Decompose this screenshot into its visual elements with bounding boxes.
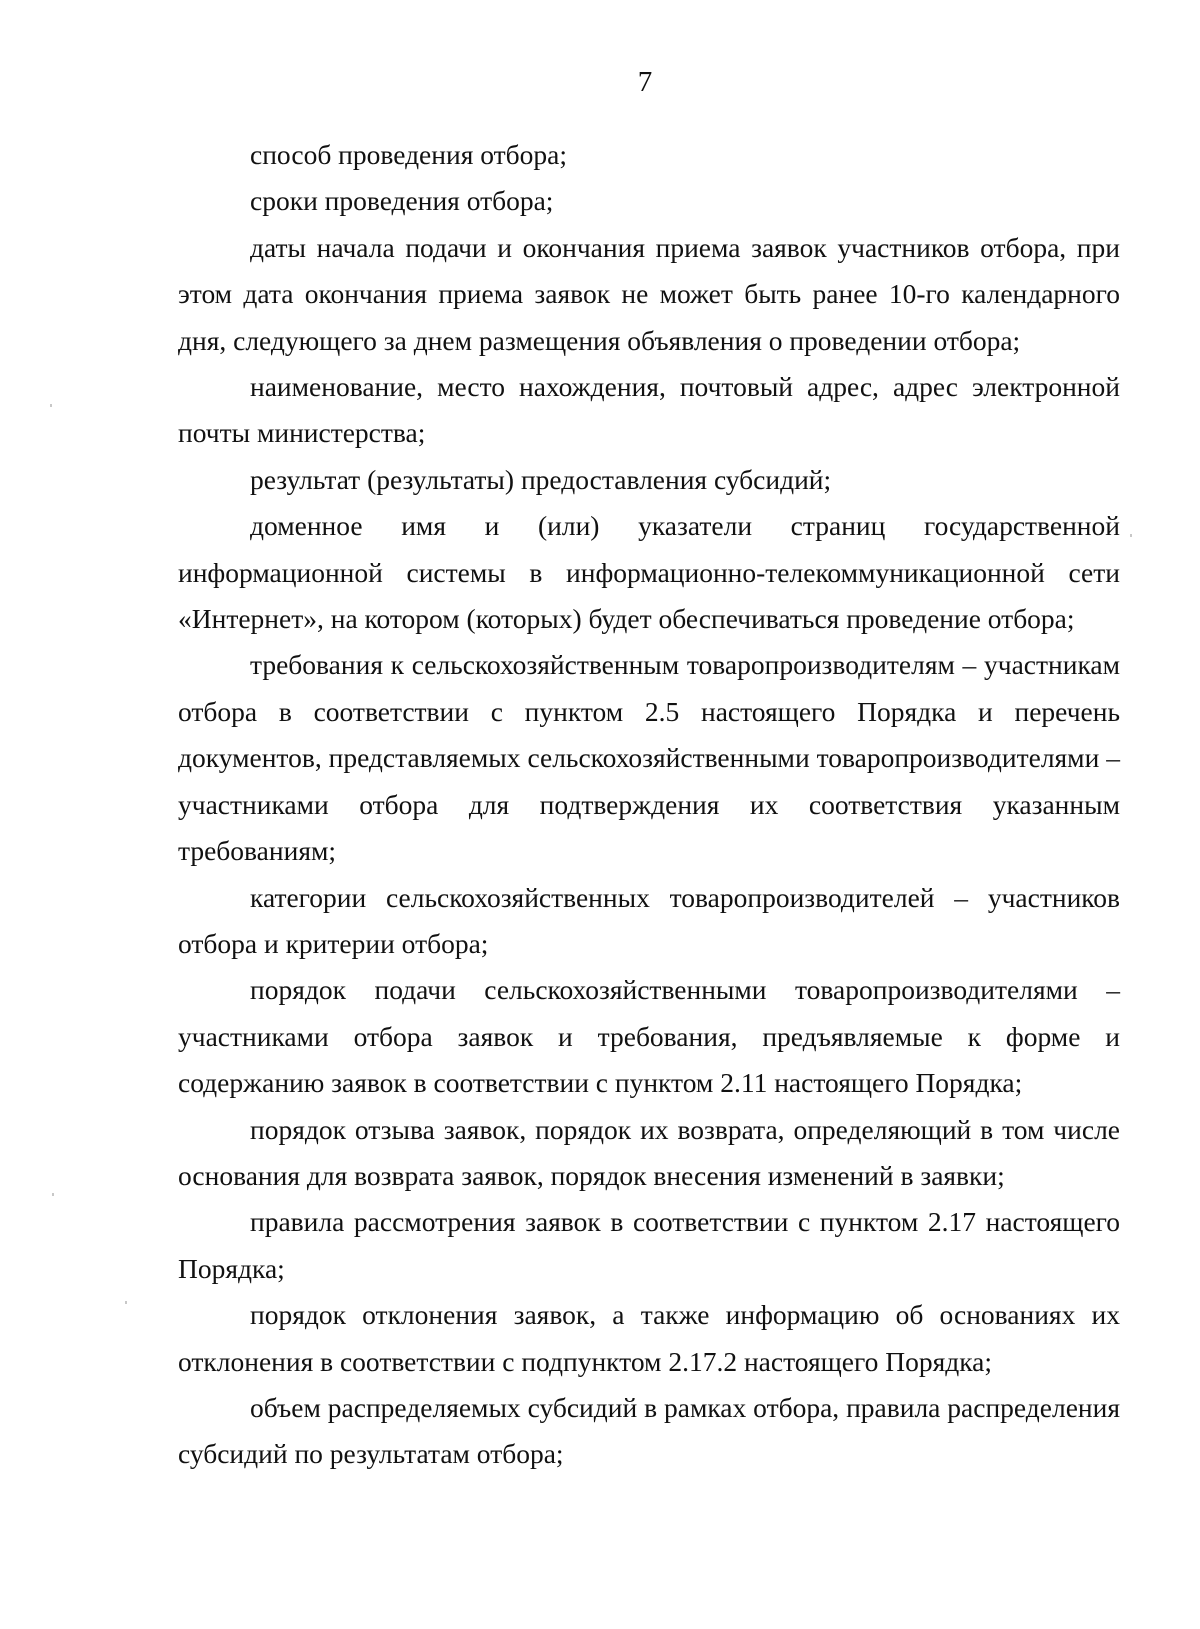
paragraph: правила рассмотрения заявок в соответствии с пунктом 2.17 настоящего Порядка; xyxy=(178,1206,1120,1284)
paragraph: наименование, место нахождения, почтовый адрес, адрес электронной почты министерства; xyxy=(178,371,1120,449)
paragraph: категории сельскохозяйственных товаропроизводителей – участников отбора и критерии отбора; xyxy=(178,881,1120,959)
paragraph: даты начала подачи и окончания приема заявок участников отбора, при этом дата окончания приема заявок не может быть ранее 10-го календарного дня, следующего за днем размещения объявления о проведении отбора; xyxy=(178,231,1120,356)
paragraph: требования к сельскохозяйственным товаропроизводителям – участникам отбора в соответствии с пунктом 2.5 настоящего Порядка и перечень документов, представляемых сельскохозяйственными товаропроизводителями – участниками отбора для подтверждения их соответствия указанным требованиям; xyxy=(178,649,1120,867)
scan-speck xyxy=(52,1193,54,1196)
page-number: 7 xyxy=(637,66,653,98)
paragraph: результат (результаты) предоставления субсидий; xyxy=(250,463,832,495)
paragraph: доменное имя и (или) указатели страниц государственной информационной системы в информационно-телекоммуникационной сети «Интернет», на котором (которых) будет обеспечиваться проведение отбора; xyxy=(178,510,1120,635)
document-body xyxy=(178,132,1120,1478)
paragraph: порядок отзыва заявок, порядок их возврата, определяющий в том числе основания для возврата заявок, порядок внесения изменений в заявки; xyxy=(178,1113,1120,1191)
paragraph: порядок отклонения заявок, а также информацию об основаниях их отклонения в соответствии с подпунктом 2.17.2 настоящего Порядка; xyxy=(178,1299,1120,1377)
scan-speck xyxy=(1130,534,1132,537)
paragraph: порядок подачи сельскохозяйственными товаропроизводителями – участниками отбора заявок и требования, предъявляемые к форме и содержанию заявок в соответствии с пунктом 2.11 настоящего Порядка; xyxy=(178,974,1120,1099)
paragraph: объем распределяемых субсидий в рамках отбора, правила распределения субсидий по результатам отбора; xyxy=(178,1391,1120,1470)
paragraph: способ проведения отбора; xyxy=(250,139,567,170)
scan-speck xyxy=(125,1301,127,1304)
scan-speck xyxy=(50,404,52,407)
paragraph: сроки проведения отбора; xyxy=(250,185,554,217)
